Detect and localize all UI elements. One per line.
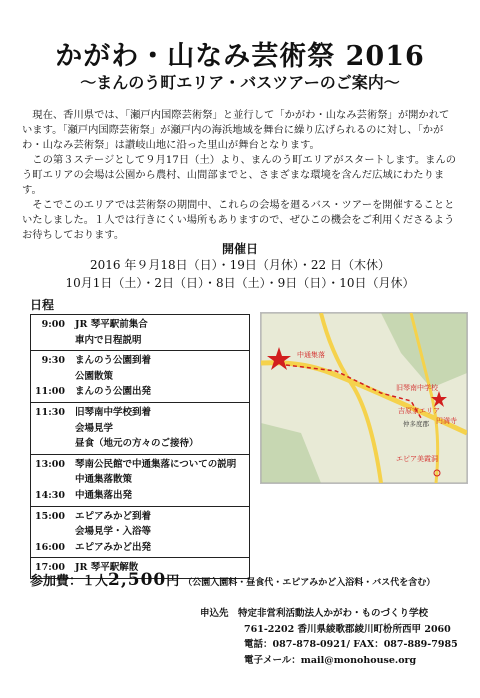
schedule-row — [31, 457, 249, 473]
schedule-row — [31, 436, 249, 452]
schedule-time: 11:30 — [35, 406, 65, 418]
schedule-row — [31, 540, 249, 556]
schedule-time — [31, 369, 75, 385]
schedule-activity: 会場見学・入浴等 — [75, 526, 152, 538]
schedule-row — [31, 333, 249, 349]
page-title: かがわ・山なみ芸術祭 2016 — [55, 41, 425, 72]
schedule-time: 11:00 — [35, 386, 65, 398]
schedule-time — [31, 436, 75, 452]
schedule-time: 13:00 — [35, 458, 65, 470]
schedule-row — [31, 317, 249, 333]
map-drawing — [261, 313, 467, 483]
dates-line: 2016 年９月18日（日）・19日（月休）・22 日（木休） — [90, 258, 390, 272]
schedule-time: 16:00 — [35, 541, 65, 553]
schedule-activity: 車内で日程説明 — [75, 334, 142, 346]
map-label: 中通集落 — [297, 351, 325, 359]
map-label: エピア美霞洞 — [396, 455, 438, 463]
schedule-time — [31, 421, 75, 437]
schedule-time: 15:00 — [35, 510, 65, 522]
contact-organization: 特定非営利活動法人かがわ・ものづくり学校 — [238, 608, 429, 619]
schedule-activity: まんのう公園出発 — [75, 386, 152, 398]
schedule-row — [31, 369, 249, 385]
schedule-time — [31, 472, 75, 488]
intro-paragraph: そこでこのエリアでは芸術祭の期間中、これらの会場を廻るバス・ツアーを開催することといたしました。１人では行きにくい場所もありますので、ぜひこの機会をご利用くださるようお待ちしております。 — [22, 199, 455, 241]
fee-amount: 2,500 — [108, 570, 167, 590]
schedule-activity: 中通集落散策 — [75, 474, 133, 486]
contact-address: 761-2202 香川県綾歌郡綾川町枌所西甲 2060 — [244, 623, 451, 635]
fee-label: 参加費：１人 — [30, 574, 109, 589]
schedule-group — [31, 351, 249, 403]
map-label: 円満寺 — [436, 417, 457, 425]
schedule-activity: JR 琴平駅解散 — [75, 562, 139, 574]
contact-org-line — [200, 606, 460, 622]
contact-block — [200, 606, 460, 668]
map-label: 仲多度郡 — [403, 420, 429, 428]
dates-heading: 開催日 — [221, 242, 258, 256]
schedule-group — [31, 455, 249, 507]
schedule-time: 14:30 — [35, 489, 65, 501]
schedule-activity: エピアみかど到着 — [75, 510, 152, 522]
fee-unit: 円 — [166, 574, 180, 589]
schedule-time: 9:00 — [41, 319, 65, 330]
schedule-row — [31, 384, 249, 400]
schedule-time: 17:00 — [35, 562, 65, 574]
schedule-activity: 琴南公民館で中通集落についての説明 — [75, 458, 237, 470]
schedule-group — [31, 403, 249, 455]
schedule-row — [31, 524, 249, 540]
schedule-activity: JR 琴平駅前集合 — [75, 319, 148, 330]
schedule-heading: 日程 — [30, 298, 55, 312]
schedule-row — [31, 488, 249, 504]
schedule-activity: 中通集落出発 — [75, 489, 133, 501]
schedule-time — [31, 524, 75, 540]
schedule-activity: エピアみかど出発 — [75, 541, 152, 553]
schedule-group — [31, 315, 249, 351]
map-label: 旧琴南中学校 — [396, 384, 438, 392]
schedule-row — [31, 353, 249, 369]
schedule-row — [31, 405, 249, 421]
schedule-table — [30, 314, 250, 579]
page-subtitle: ～まんのう町エリア・バスツアーのご案内～ — [80, 73, 400, 92]
fee-line — [30, 570, 435, 590]
schedule-activity: 公園散策 — [75, 370, 114, 382]
dates-line: 10月1日（土）・2日（日）・8日（土）・9日（日）・10日（月休） — [65, 276, 415, 290]
schedule-time: 9:30 — [41, 355, 65, 367]
schedule-time — [31, 333, 75, 349]
contact-email: 電子メール：mail@monohouse.org — [244, 654, 417, 666]
schedule-activity: 旧琴南中学校到着 — [75, 406, 152, 418]
schedule-group — [31, 507, 249, 559]
schedule-row — [31, 472, 249, 488]
schedule-activity: 会場見学 — [75, 422, 114, 434]
fee-note: （公園入園料・昼食代・エピアみかど入浴料・バス代を含む） — [183, 578, 436, 588]
schedule-row — [31, 509, 249, 525]
schedule-row — [31, 421, 249, 437]
intro-paragraph: この第３ステージとして９月17日（土）より、まんのう町エリアがスタートします。まんのう町エリアの会場は公園から農村、山間部までと、さまざまな環境を含んだ広域にわたります。 — [22, 154, 457, 196]
schedule-activity: 昼食（地元の方々のご接待） — [75, 438, 199, 450]
intro-paragraph: 現在、香川県では、「瀬戸内国際芸術祭」と並行して「かがわ・山なみ芸術祭」が開かれています。「瀬戸内国際芸術祭」が瀬戸内の海浜地域を舞台に繰り広げられるのに対し、「かがわ・山なみ芸術祭」は讃岐山地に沿った里山が舞台となります。 — [22, 109, 450, 151]
schedule-activity: まんのう公園到着 — [75, 355, 152, 367]
intro-text — [22, 108, 458, 243]
map-label: 吉原家エリア — [398, 407, 440, 415]
contact-label: 申込先 — [200, 608, 229, 619]
route-map — [260, 312, 468, 484]
contact-phone: 電話：087-878-0921/ FAX：087-889-7985 — [244, 639, 458, 650]
